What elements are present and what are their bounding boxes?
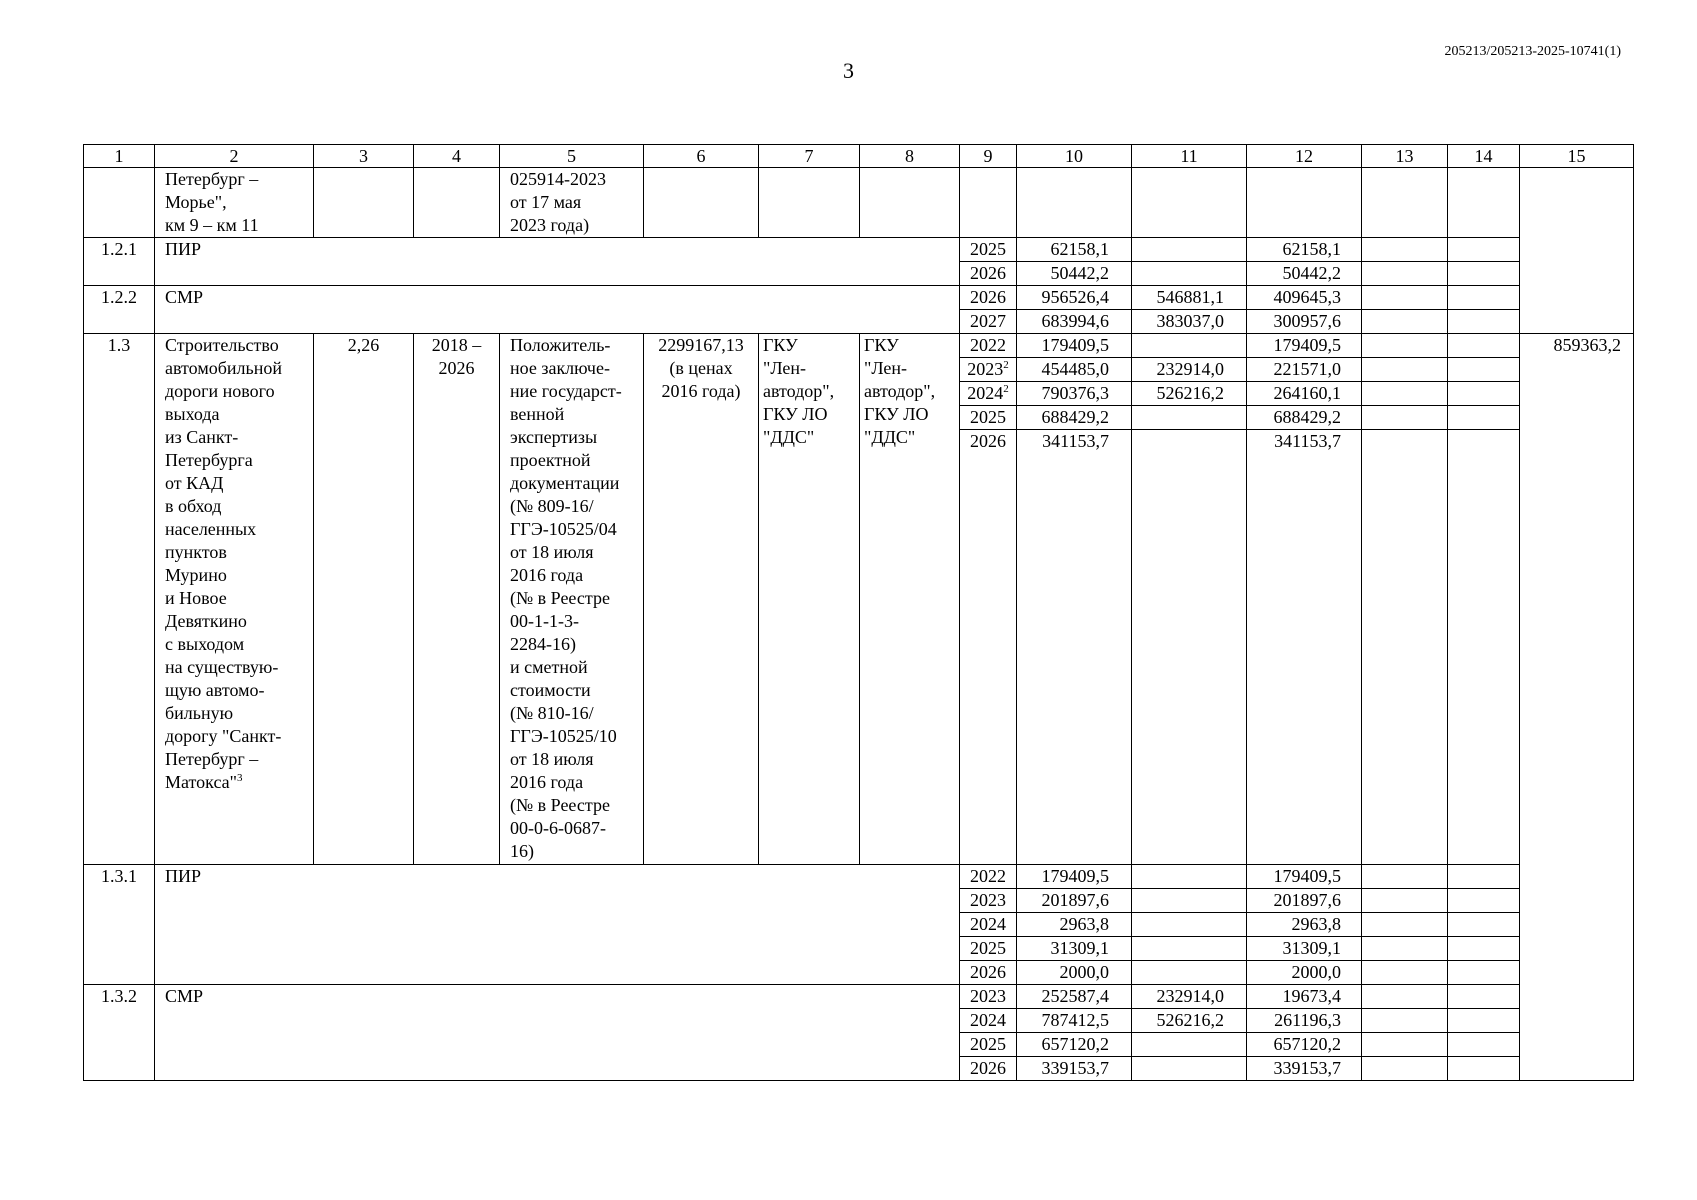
document-id: 205213/205213-2025-10741(1) [1444,44,1621,59]
cell-line: (№ 810-16/ [510,703,594,723]
header-cell: 9 [960,145,1017,168]
cell-line: 2016 года [510,772,584,792]
regional-cost-cell: 300957,6 [1247,310,1362,334]
cell-empty [1448,382,1520,406]
cell-line: щую автомо- [165,680,265,700]
regional-cost-cell: 179409,5 [1247,334,1362,358]
expertise-conclusion [500,334,644,865]
total-cost-cell: 179409,5 [1017,865,1132,889]
cell-line: "ДДС" [763,427,815,447]
year-cell [960,286,1017,310]
federal-cost-cell [1132,262,1247,286]
cell-line: выхода [165,404,220,424]
total-cost-cell: 787412,5 [1017,1009,1132,1033]
item-number: 1.3.2 [84,985,155,1081]
cell-line: проектной [510,450,591,470]
cell-line: стоимости [510,680,591,700]
regional-cost-cell: 688429,2 [1247,406,1362,430]
year-value: 2023 [967,359,1004,379]
cell-empty [1448,168,1520,238]
year-value: 2024 [967,383,1004,403]
federal-cost-cell [1132,238,1247,262]
total-cost-cell: 252587,4 [1017,985,1132,1009]
year-value: 2026 [970,263,1006,283]
cell-line: населенных [165,519,257,539]
cell-line: ное заключе- [510,358,610,378]
total-cost-cell: 683994,6 [1017,310,1132,334]
year-cell [960,310,1017,334]
federal-cost-cell [1132,937,1247,961]
year-value: 2024 [970,914,1006,934]
header-cell: 15 [1520,145,1634,168]
cell-line: и Новое [165,588,227,608]
cell-empty [1247,168,1362,238]
page-number: 3 [843,58,854,83]
cell-empty [1362,358,1448,382]
header-cell: 13 [1362,145,1448,168]
cell-empty [1448,889,1520,913]
cell-line: с выходом [165,634,245,654]
remaining-cost: 859363,2 [1520,334,1634,1081]
total-cost-cell: 2963,8 [1017,913,1132,937]
cell-line: 2018 – [431,335,482,355]
total-cost-cell: 790376,3 [1017,382,1132,406]
item-name: ПИР [155,238,960,286]
header-cell: 4 [414,145,500,168]
cell-empty [1448,865,1520,889]
header-cell: 12 [1247,145,1362,168]
regional-cost-cell: 31309,1 [1247,937,1362,961]
header-cell: 7 [759,145,860,168]
year-cell [960,1057,1017,1081]
cell-line: ГГЭ-10525/04 [510,519,617,539]
year-cell [960,430,1017,865]
cell-empty [1448,238,1520,262]
year-value: 2025 [970,1034,1006,1054]
table-row [84,985,1634,1009]
cell-line: экспертизы [510,427,598,447]
year-cell [960,913,1017,937]
item-number: 1.3 [84,334,155,865]
cell-line: 2026 [438,358,475,378]
cell-empty [1448,430,1520,865]
object-name-continued: Петербург – Морье", км 9 – км 11 [155,168,314,238]
regional-cost-cell: 261196,3 [1247,1009,1362,1033]
cell-line: дорогу "Санкт- [165,726,282,746]
total-cost-cell: 2000,0 [1017,961,1132,985]
cell-empty [1362,1009,1448,1033]
regional-cost-cell: 264160,1 [1247,382,1362,406]
cell-empty [1448,406,1520,430]
header-cell: 2 [155,145,314,168]
federal-cost-cell: 526216,2 [1132,1009,1247,1033]
regional-cost-cell: 341153,7 [1247,430,1362,865]
total-cost-cell: 341153,7 [1017,430,1132,865]
table-row [84,238,1634,262]
cell-line: Матокса" [165,772,237,792]
year-cell [960,1009,1017,1033]
cell-line: Мурино [165,565,227,585]
federal-cost-cell [1132,889,1247,913]
cell-line: из Санкт- [165,427,239,447]
cell-empty [1362,310,1448,334]
customer [759,334,860,865]
header-cell: 3 [314,145,414,168]
year-value: 2025 [970,407,1006,427]
cell-line: и сметной [510,657,588,677]
regional-cost-cell: 179409,5 [1247,865,1362,889]
year-value: 2026 [970,1058,1006,1078]
cell-empty [1362,286,1448,310]
regional-cost-cell: 50442,2 [1247,262,1362,286]
item-number: 1.2.2 [84,286,155,334]
year-value: 2023 [970,986,1006,1006]
year-value: 2022 [970,866,1006,886]
total-cost-cell: 688429,2 [1017,406,1132,430]
year-cell [960,238,1017,262]
year-footnote: 2 [1003,359,1009,371]
cell-empty [1362,865,1448,889]
header-cell: 6 [644,145,759,168]
cell-empty [1362,382,1448,406]
length-km: 2,26 [314,334,414,865]
year-cell [960,406,1017,430]
cell-line: ГКУ [763,335,798,355]
cell-empty [1362,168,1448,238]
cell-empty [1362,937,1448,961]
cell-line: автомобильной [165,358,282,378]
cell-line: "Лен- [763,358,807,378]
item-name: СМР [155,985,960,1081]
cell-line: пунктов [165,542,227,562]
cell-line: венной [510,404,565,424]
year-value: 2025 [970,938,1006,958]
cell-line: Петербург – [165,749,259,769]
regional-cost-cell: 201897,6 [1247,889,1362,913]
cell-line: бильную [165,703,234,723]
cell-line: документации [510,473,620,493]
header-cell: 14 [1448,145,1520,168]
cell-empty [314,168,414,238]
table-row [84,286,1634,310]
cell-line: (№ 809-16/ [510,496,594,516]
cell-empty [84,168,155,238]
cell-line: от КАД [165,473,224,493]
cell-empty [644,168,759,238]
cell-empty [1132,168,1247,238]
expertise-continued: 025914-2023 от 17 мая 2023 года) [500,168,644,238]
cell-empty [1362,430,1448,865]
cell-empty [1362,985,1448,1009]
cell-empty [1362,406,1448,430]
cell-empty [1362,238,1448,262]
total-cost-cell: 956526,4 [1017,286,1132,310]
cell-empty [1448,358,1520,382]
cell-empty [759,168,860,238]
cell-line: "Лен- [864,358,908,378]
cell-line: в обход [165,496,222,516]
cell-line: 00-1-1-3- [510,611,579,631]
federal-cost-cell [1132,961,1247,985]
cell-empty [1448,262,1520,286]
cell-empty [1017,168,1132,238]
cell-line: 16) [510,841,534,861]
continuation-row [84,168,1634,238]
year-value: 2026 [970,287,1006,307]
cell-empty [1448,937,1520,961]
cell-line: ГКУ ЛО [864,404,929,424]
total-cost-cell: 657120,2 [1017,1033,1132,1057]
header-cell: 8 [860,145,960,168]
regional-cost-cell: 409645,3 [1247,286,1362,310]
year-cell [960,334,1017,358]
federal-cost-cell [1132,913,1247,937]
total-cost-cell: 201897,6 [1017,889,1132,913]
investment-table [83,144,1634,1081]
cell-empty [1448,310,1520,334]
regional-cost-cell: 221571,0 [1247,358,1362,382]
regional-cost-cell: 657120,2 [1247,1033,1362,1057]
cell-empty [1362,961,1448,985]
year-value: 2026 [970,431,1006,451]
cell-line: Положитель- [510,335,611,355]
federal-cost-cell [1132,865,1247,889]
federal-cost-cell: 526216,2 [1132,382,1247,406]
cell-line: дороги нового [165,381,275,401]
total-cost-cell: 179409,5 [1017,334,1132,358]
cell-empty [1448,286,1520,310]
year-value: 2026 [970,962,1006,982]
cell-empty [1520,168,1634,334]
cell-line: автодор", [864,381,936,401]
cell-empty [1362,889,1448,913]
cell-empty [414,168,500,238]
year-value: 2025 [970,239,1006,259]
cell-line: Строительство [165,335,279,355]
year-cell [960,961,1017,985]
cell-empty [1448,1009,1520,1033]
year-value: 2022 [970,335,1006,355]
cell-empty [1448,961,1520,985]
cell-line: Девяткино [165,611,247,631]
year-footnote: 2 [1003,383,1009,395]
year-value: 2027 [970,311,1006,331]
cell-empty [1362,1057,1448,1081]
cell-line: 00-0-6-0687- [510,818,606,838]
table-row [84,865,1634,889]
cell-line: 2284-16) [510,634,576,654]
total-cost-cell: 50442,2 [1017,262,1132,286]
year-cell [960,262,1017,286]
year-cell [960,382,1017,406]
year-cell [960,865,1017,889]
federal-cost-cell [1132,1057,1247,1081]
estimated-cost [644,334,759,865]
federal-cost-cell: 232914,0 [1132,985,1247,1009]
cell-line: 2016 года [510,565,584,585]
construction-period [414,334,500,865]
cell-line: ГКУ ЛО [763,404,828,424]
federal-cost-cell: 383037,0 [1132,310,1247,334]
federal-cost-cell [1132,334,1247,358]
total-cost-cell: 62158,1 [1017,238,1132,262]
cell-empty [1448,334,1520,358]
cell-line: (в ценах [669,358,733,378]
header-cell: 5 [500,145,644,168]
total-cost-cell: 454485,0 [1017,358,1132,382]
cell-empty [1448,985,1520,1009]
cell-line: "ДДС" [864,427,916,447]
cell-empty [960,168,1017,238]
federal-cost-cell [1132,406,1247,430]
regional-cost-cell: 2963,8 [1247,913,1362,937]
cell-empty [1362,1033,1448,1057]
regional-cost-cell: 19673,4 [1247,985,1362,1009]
year-cell [960,1033,1017,1057]
total-cost-cell: 339153,7 [1017,1057,1132,1081]
cell-line: (№ в Реестре [510,588,610,608]
cell-line: от 18 июля [510,542,594,562]
cell-line: 2299167,13 [658,335,744,355]
cell-empty [1448,913,1520,937]
cell-empty [1362,334,1448,358]
cell-empty [1448,1057,1520,1081]
federal-cost-cell [1132,1033,1247,1057]
year-cell [960,358,1017,382]
header-cell: 10 [1017,145,1132,168]
item-number: 1.2.1 [84,238,155,286]
footnote-mark: 3 [237,772,243,784]
year-value: 2024 [970,1010,1006,1030]
table-row [84,334,1634,358]
cell-empty [860,168,960,238]
item-name: ПИР [155,865,960,985]
cell-line: ГКУ [864,335,899,355]
header-cell: 1 [84,145,155,168]
cell-line: 2016 года) [661,381,741,401]
regional-cost-cell: 2000,0 [1247,961,1362,985]
year-cell [960,985,1017,1009]
total-cost-cell: 31309,1 [1017,937,1132,961]
cell-empty [1362,262,1448,286]
item-name: СМР [155,286,960,334]
cell-line: на существую- [165,657,279,677]
cell-line: ние государст- [510,381,622,401]
cell-line: Петербурга [165,450,253,470]
cell-line: ГГЭ-10525/10 [510,726,617,746]
regional-cost-cell: 62158,1 [1247,238,1362,262]
cell-line: (№ в Реестре [510,795,610,815]
regional-cost-cell: 339153,7 [1247,1057,1362,1081]
developer [860,334,960,865]
cell-line: автодор", [763,381,835,401]
column-number-row [84,145,1634,168]
federal-cost-cell: 546881,1 [1132,286,1247,310]
item-number: 1.3.1 [84,865,155,985]
header-cell: 11 [1132,145,1247,168]
cell-empty [1448,1033,1520,1057]
year-value: 2023 [970,890,1006,910]
federal-cost-cell [1132,430,1247,865]
year-cell [960,889,1017,913]
year-cell [960,937,1017,961]
cell-empty [1362,913,1448,937]
federal-cost-cell: 232914,0 [1132,358,1247,382]
object-name [155,334,314,865]
cell-line: от 18 июля [510,749,594,769]
